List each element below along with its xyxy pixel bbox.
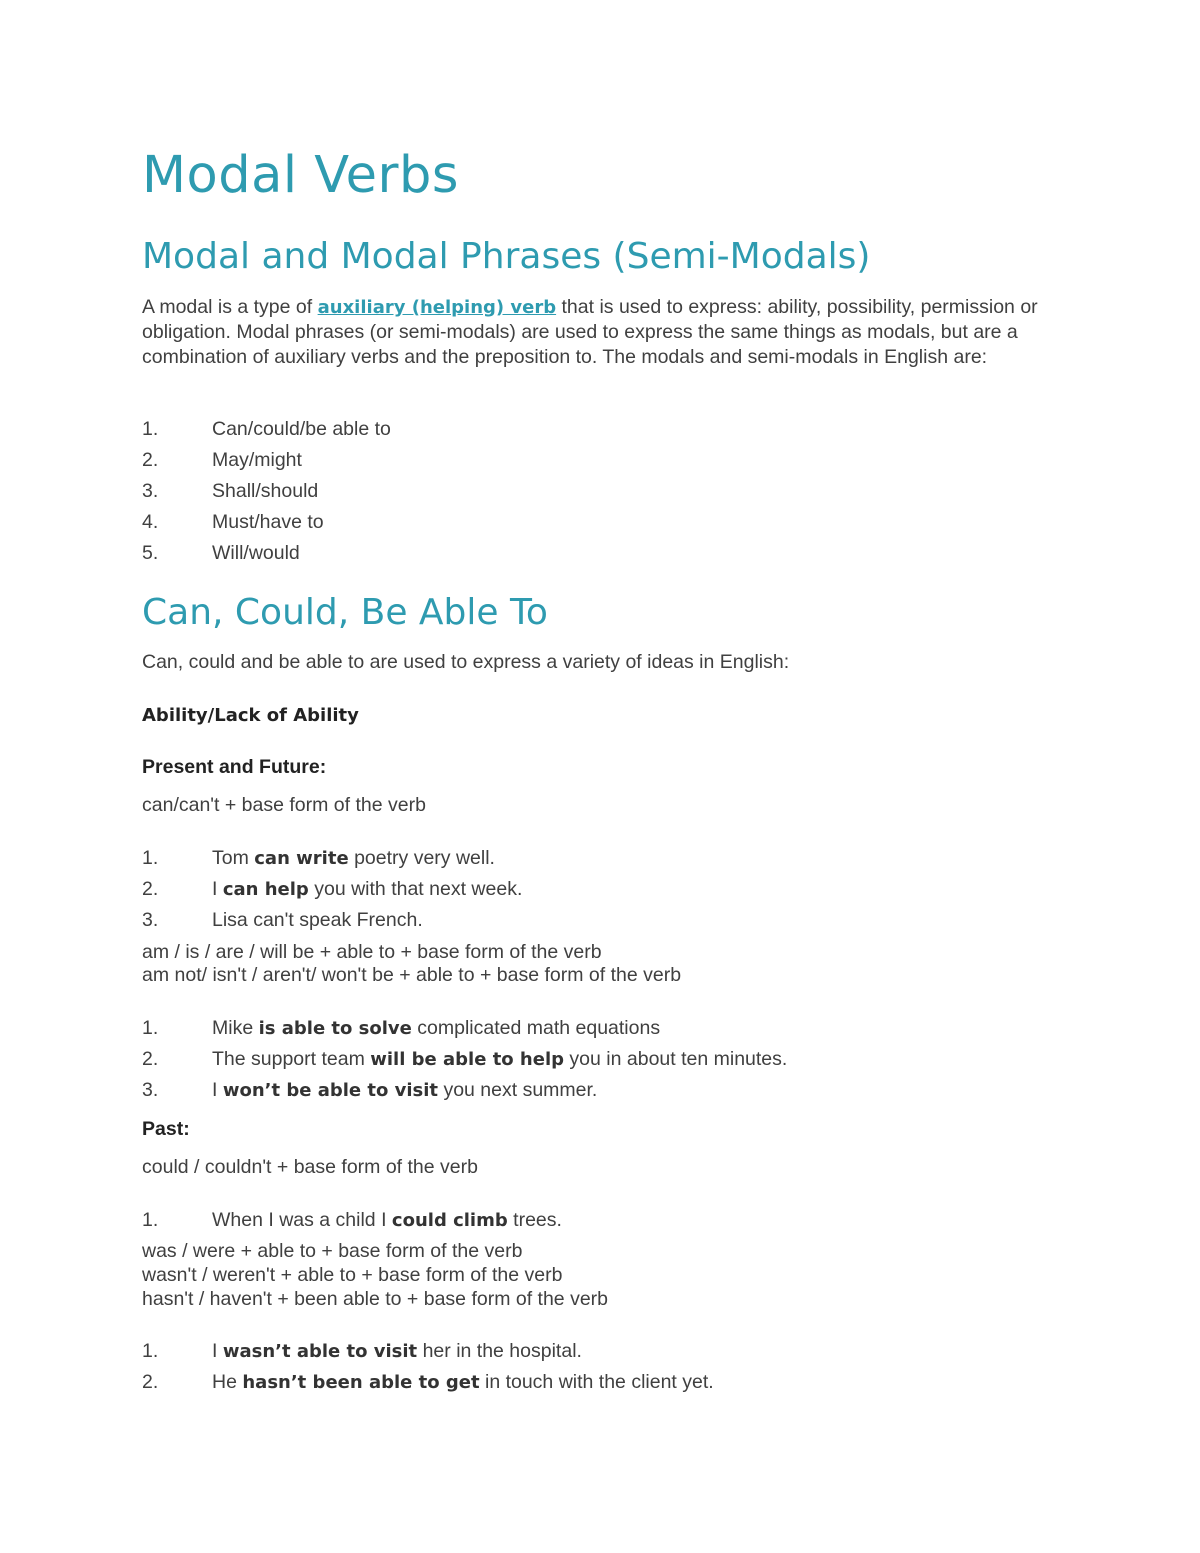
intro-text-start: A modal is a type of — [142, 296, 318, 318]
list-text — [212, 1340, 582, 1363]
example-text: I — [212, 1079, 223, 1101]
example-text: Mike — [212, 1017, 259, 1039]
able-negative-formula: am not/ isn't / aren't/ won't be + able to + base form of the verb — [142, 964, 682, 986]
list-text — [212, 1017, 660, 1040]
example-text: I — [212, 1340, 223, 1362]
list-text — [212, 847, 495, 870]
present-perfect-able-formula: hasn't / haven't + been able to + base form of the verb — [142, 1288, 609, 1310]
example-text: poetry very well. — [348, 847, 495, 869]
example-text: complicated math equations — [411, 1017, 661, 1039]
list-text — [212, 1079, 597, 1102]
list-number: 1. — [142, 1209, 159, 1231]
list-number: 2. — [142, 878, 159, 900]
past-able-formula: was / were + able to + base form of the verb — [142, 1240, 523, 1262]
example-text: Lisa can't speak French. — [212, 909, 423, 931]
intro-text-end: that is used to express: ability, possibility, permission or obligation. Modal phrases (or semi-modals) are used to express the same things as modals, but are a combination of auxiliary verbs and the preposition to. The modals and semi-modals in English are: — [142, 296, 1038, 368]
list-number: 2. — [142, 1371, 159, 1393]
list-text — [212, 1371, 714, 1394]
example-modal: can write — [254, 848, 349, 869]
ability-label: Ability/Lack of Ability — [142, 705, 359, 726]
list-text — [212, 1048, 787, 1071]
list-number: 2. — [142, 1048, 159, 1070]
example-text: her in the hospital. — [417, 1340, 582, 1362]
example-text: When I was a child I — [212, 1209, 392, 1231]
page-title: Modal Verbs — [142, 146, 459, 205]
list-number: 4. — [142, 511, 159, 533]
example-text: you with that next week. — [308, 878, 523, 900]
example-text: in touch with the client yet. — [479, 1371, 714, 1393]
present-formula: can/can't + base form of the verb — [142, 794, 426, 816]
example-text: I — [212, 878, 223, 900]
auxiliary-verb-link[interactable]: auxiliary (helping) verb — [317, 297, 557, 318]
example-text: Tom — [212, 847, 255, 869]
list-number: 3. — [142, 480, 159, 502]
list-number: 1. — [142, 1017, 159, 1039]
list-text — [212, 909, 423, 932]
past-able-negative-formula: wasn't / weren't + able to + base form of the verb — [142, 1264, 563, 1286]
section-intro: Can, could and be able to are used to express a variety of ideas in English: — [142, 651, 790, 673]
example-modal: could climb — [391, 1210, 508, 1231]
section-heading-can-could: Can, Could, Be Able To — [142, 592, 548, 633]
example-text: you next summer. — [438, 1079, 598, 1101]
example-text: trees. — [507, 1209, 562, 1231]
list-number: 5. — [142, 542, 159, 564]
example-text: He — [212, 1371, 243, 1393]
example-modal: won’t be able to visit — [222, 1080, 439, 1101]
list-text: Shall/should — [212, 480, 319, 502]
list-text: May/might — [212, 449, 302, 471]
example-modal: is able to solve — [258, 1018, 412, 1039]
list-text — [212, 878, 522, 901]
able-formula: am / is / are / will be + able to + base form of the verb — [142, 941, 602, 963]
example-modal: can help — [222, 879, 309, 900]
example-modal: hasn’t been able to get — [242, 1372, 480, 1393]
list-text — [212, 1209, 562, 1232]
list-text: Will/would — [212, 542, 300, 564]
list-number: 3. — [142, 909, 159, 931]
list-text: Must/have to — [212, 511, 324, 533]
example-modal: will be able to help — [370, 1049, 565, 1070]
list-number: 3. — [142, 1079, 159, 1101]
section-heading-modals: Modal and Modal Phrases (Semi-Modals) — [142, 236, 871, 277]
past-label: Past: — [142, 1118, 190, 1140]
example-text: you in about ten minutes. — [564, 1048, 788, 1070]
list-number: 1. — [142, 1340, 159, 1362]
list-text: Can/could/be able to — [212, 418, 391, 440]
example-modal: wasn’t able to visit — [222, 1341, 418, 1362]
list-number: 1. — [142, 847, 159, 869]
intro-paragraph — [142, 295, 1052, 369]
list-number: 2. — [142, 449, 159, 471]
present-future-label: Present and Future: — [142, 756, 327, 778]
list-number: 1. — [142, 418, 159, 440]
example-text: The support team — [212, 1048, 371, 1070]
past-formula: could / couldn't + base form of the verb — [142, 1156, 478, 1178]
